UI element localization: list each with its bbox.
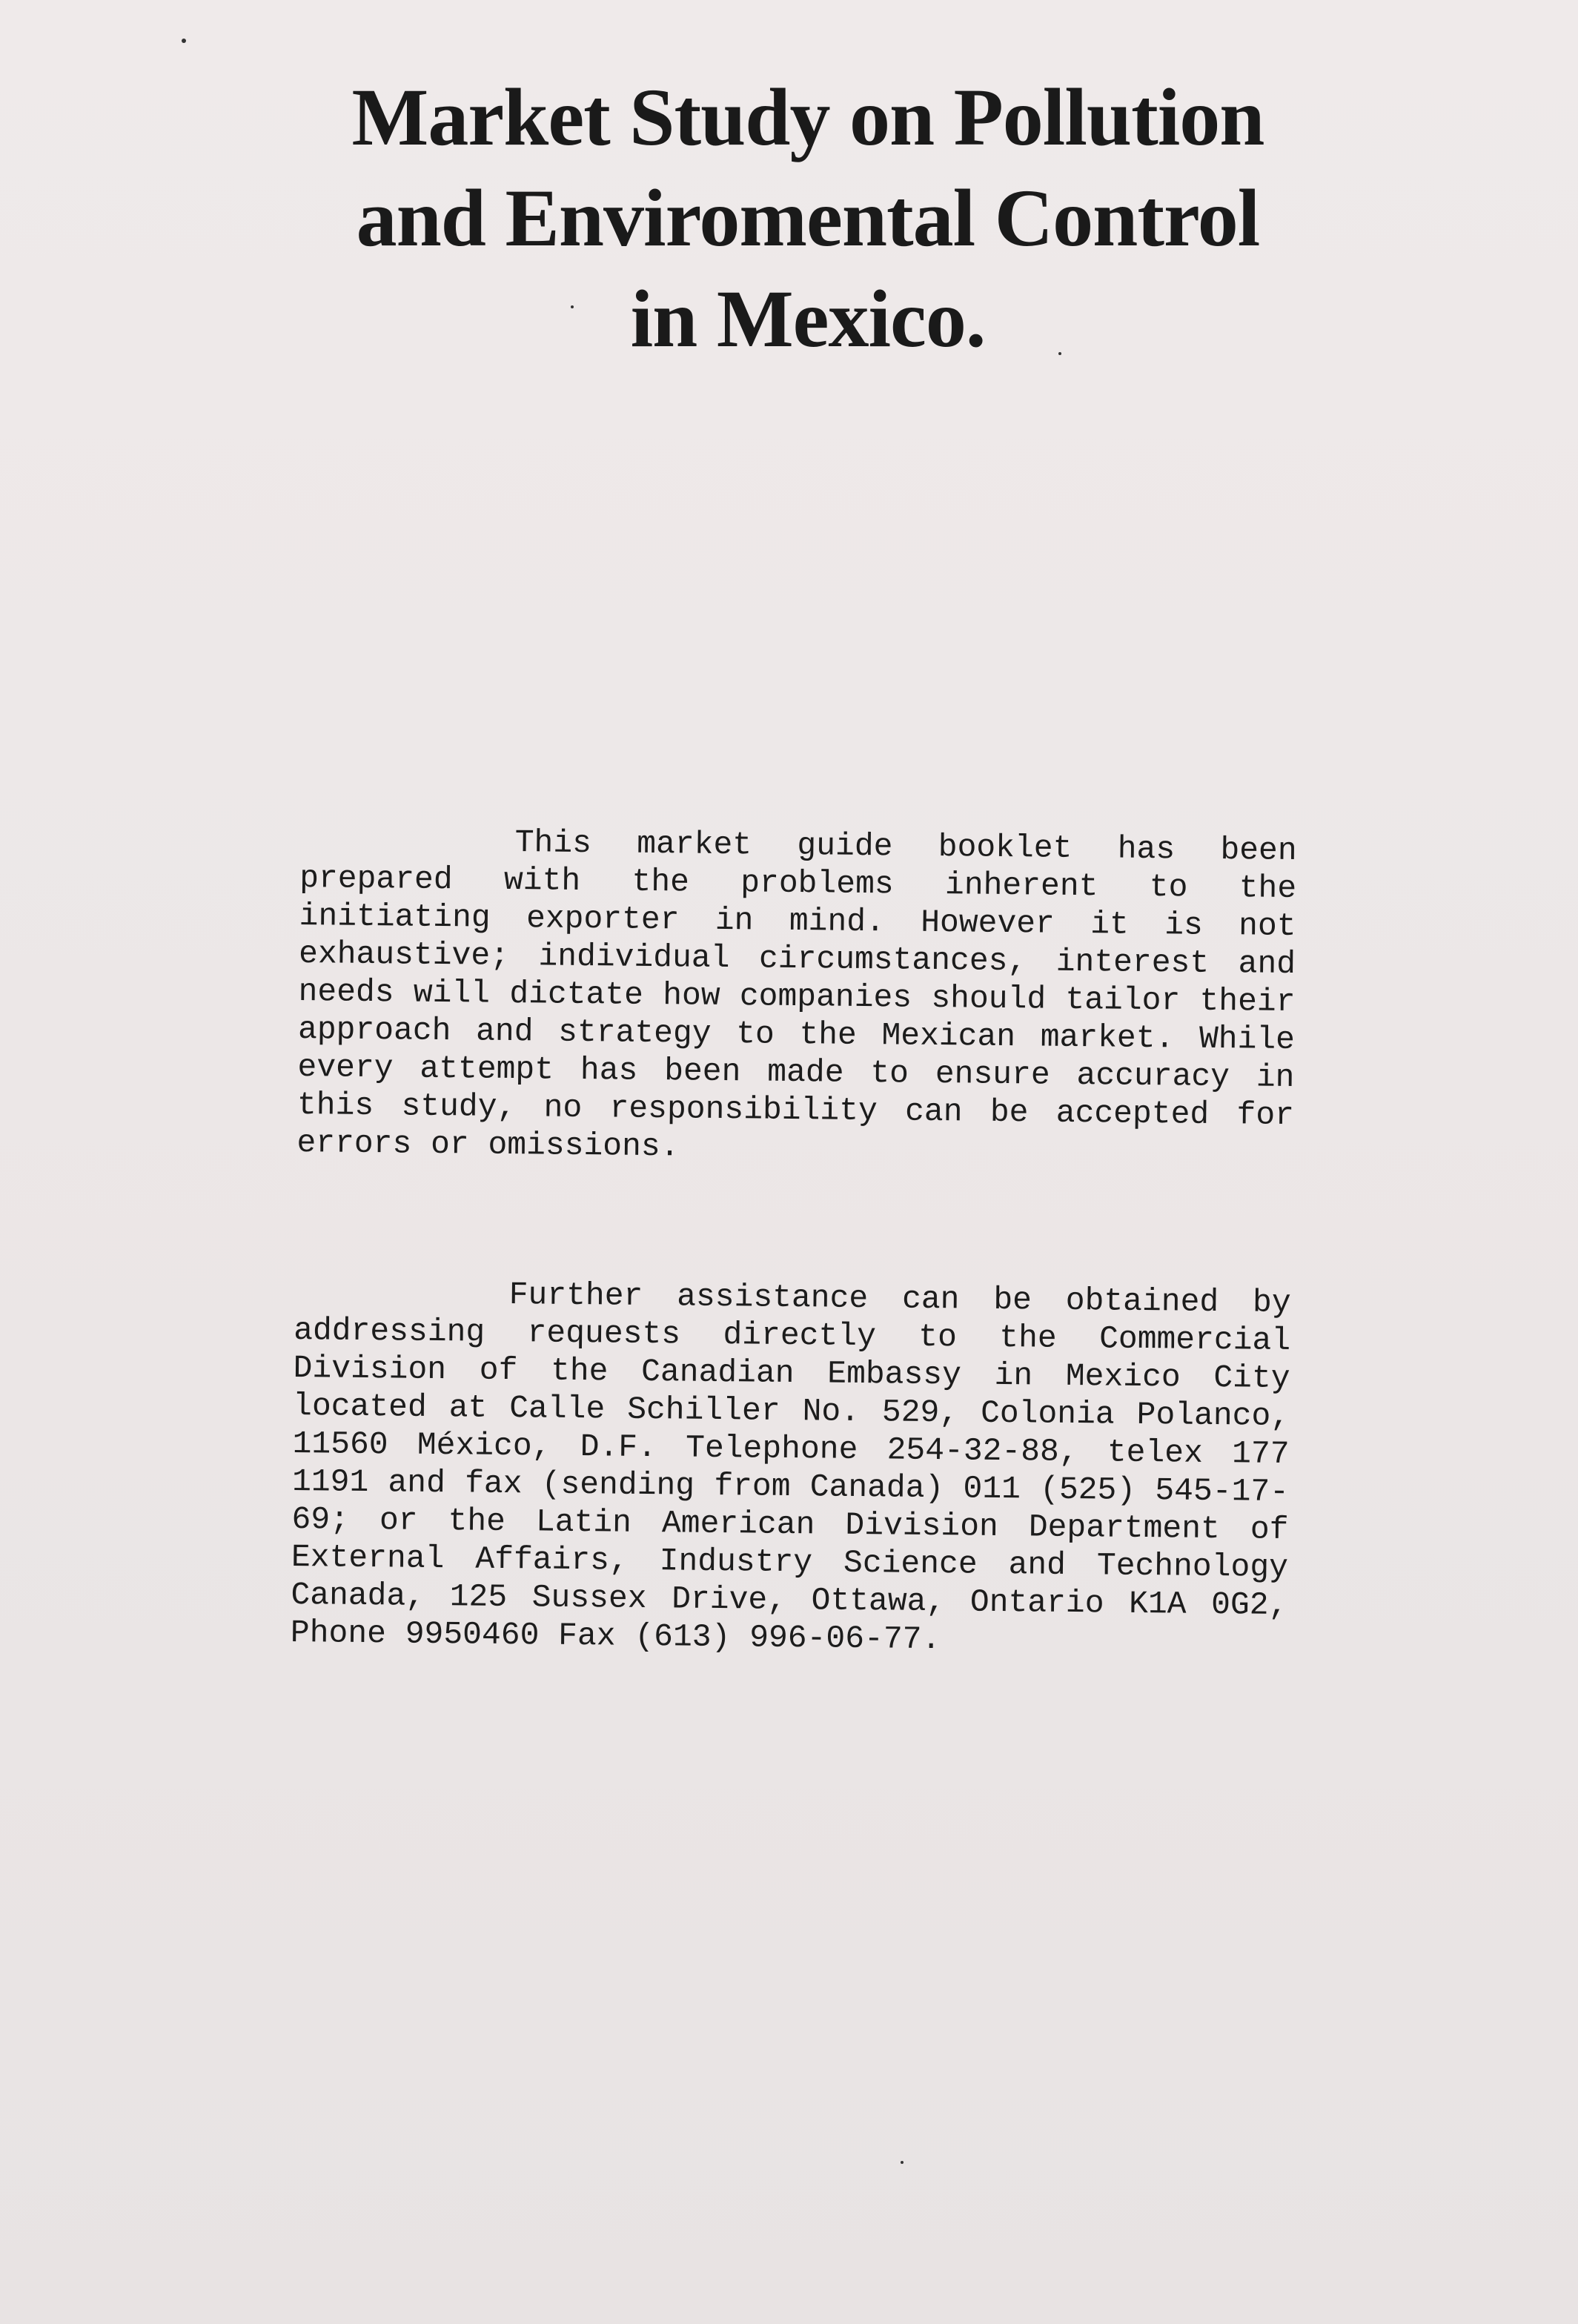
page-title xyxy=(222,67,1393,369)
contact-text: Further assistance can be obtained by addressing requests directly to the Commercial Division of the Canadian Embassy in Mexico City located at Calle Schiller No. 529, Colonia Polanco, 11560 México, D.F. Telephone 254-32-88, telex 177 1191 and fax (sending from Canada) 011 (525) 545-17-69; or the Latin American Division Department of External Affairs, Industry Science and Technology Canada, 125 Sussex Drive, Ottawa, Ontario K1A 0G2, Phone 9950460 Fax (613) 996-06-77. xyxy=(290,1277,1291,1658)
title-line-2: and Enviromental Control xyxy=(356,173,1260,263)
title-line-1: Market Study on Pollution xyxy=(351,72,1264,162)
scan-speck xyxy=(901,2161,904,2164)
contact-paragraph xyxy=(291,1274,1291,1662)
title-line-3: in Mexico. xyxy=(630,274,986,364)
scan-speck xyxy=(1058,352,1061,355)
disclaimer-text: This market guide booklet has been prepared with the problems inherent to the initiating exporter in mind. However it is not exhaustive; individual circumstances, interest and needs will dictate how companies should tailor their approach and strategy to the Mexican market. While every attempt has been made to ensure accuracy in this study, no responsibility can be accepted for errors or omissions. xyxy=(296,824,1297,1165)
disclaimer-paragraph xyxy=(296,821,1297,1172)
scan-speck xyxy=(182,39,186,43)
scan-speck xyxy=(571,305,574,308)
